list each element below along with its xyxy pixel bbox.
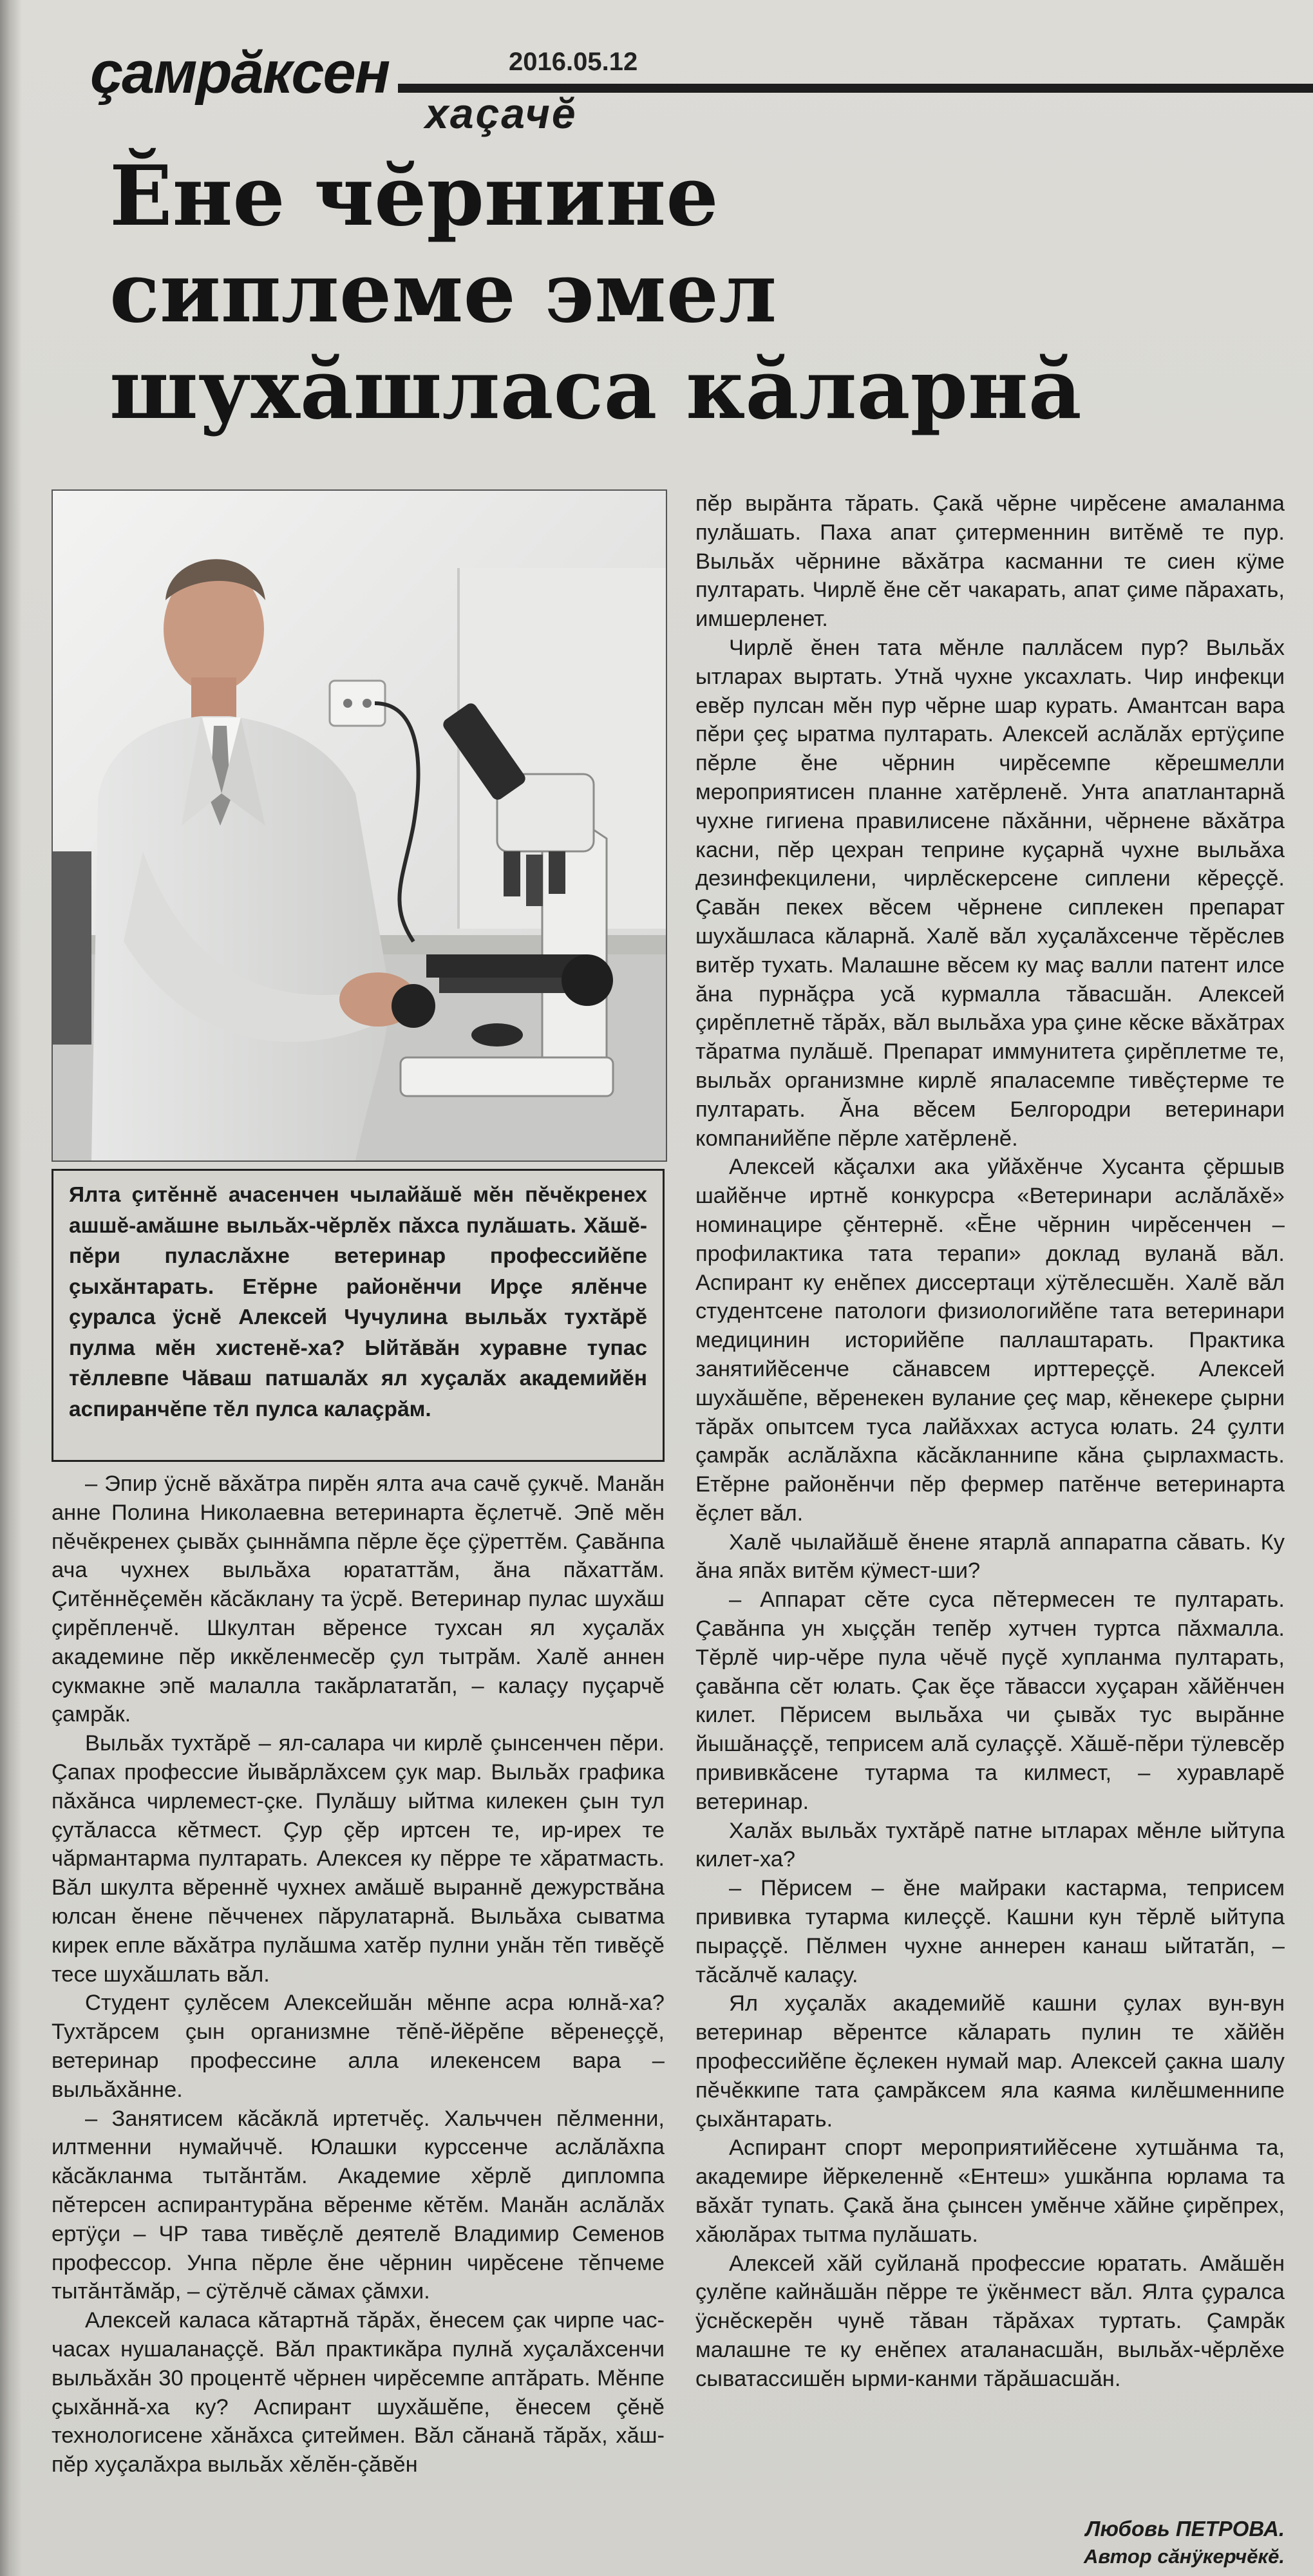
paragraph: Чирлĕ ĕнен тата мĕнле паллăсем пур? Выльăх ытларах выртать. Утнă чухне уксахлать. Чир инфекци евĕр пулсан мĕн пур чĕрне шар курать. Амантсан вара пĕри çеç ыратма пултарать. Алексей аслăлăх ертÿçипе пĕрле ĕне чĕрнин чирĕсемпе кĕрешмелли мероприятисен планне хатĕрленĕ. Унта апатлантарнă чухне гигиена правилисене пăхăнни, чĕрнене вăхăтра касни, пĕр цехран теприне куçарнă чухне выльăха дезинфекцилени, чирлĕскерсене сиплени кĕреççĕ. Çавăн пекех вĕсем чĕрнене сиплекен препарат шухăшласа кăларнă. Халĕ вăл хуçалăхсенче тĕрĕслев витĕр тухать. Малашне вĕсем ку маç валли патент илсе ăна пурнăçра усă курмалла тăвасшăн. Алексей çирĕплетнĕ тăрăх, вăл выльăха ура çине кĕске вăхăтрах тăратма пулăшĕ. Препарат иммунитета çирĕплетме те, выльăх организмне кирлĕ япаласемпе тивĕçтерме те пултарать. Ăна вĕсем Белгородри ветеринари компанийĕпе пĕрле хатĕрленĕ.: [695, 635, 1285, 1151]
lead-box: [52, 1169, 665, 1462]
headline-line-1: Ĕне чĕрнине: [109, 148, 719, 245]
paragraph: Ял хуçалăх академийĕ кашни çулах вун-вун ветеринар вĕрентсе кăларать пулин те хăйĕн профессийĕпе ĕçлекен нумай мар. Алексей çакна шалу пĕчĕккипе тата çамрăксем яла каяма килĕшменнипе çыхăнтарать.: [695, 1991, 1285, 2132]
photo-credit: Автор сăнÿкерчĕкĕ.: [1083, 2545, 1285, 2568]
article-photo: [52, 489, 667, 1162]
article-column-left: [52, 1470, 665, 2479]
paragraph: – Занятисем кăсăклă иртетчĕç. Хальччен пĕлменни, илтменни нумайччĕ. Юлашки курссенче аслăлăхпа кăсăкланма тытăнтăм. Академие хĕрлĕ дипломпа пĕтерсен аспирантурăна вĕренме кĕтĕм. Манăн аслăлăх ертÿçи – ЧР тава тивĕçлĕ деятелĕ Владимир Семенов профессор. Унпа пĕрле ĕне чĕрнин чирĕсене тĕпчеме тытăнтăмăр, – сÿтĕлчĕ сăмах çăмхи.: [52, 2106, 665, 2304]
paragraph: Халĕ чылайăшĕ ĕнене ятарлă аппаратпа сăвать. Ку ăна япăх витĕм кÿмест-ши?: [695, 1530, 1285, 1584]
issue-date: 2016.05.12: [509, 48, 638, 76]
lead-paragraph: Ялта çитĕннĕ ачасенчен чылайăшĕ мĕн пĕчĕкренех ашшĕ-амăшне выльăх-чĕрлĕх пăхса пулăшать. Хăшĕ-пĕри пуласлăхне ветеринар профессийĕпе çыхăнтарать. Етĕрне районĕнчи Ирçе ялĕнче çуралса ÿснĕ Алексей Чучулина выльăх тухтăрĕ пулма мĕн хистенĕ-ха? Ыйтăвăн хуравне тупас тĕллевпе Чăваш патшалăх ял хуçалăх академийĕн аспиранчĕпе тĕл пулса калаçрăм.: [69, 1183, 647, 1421]
paragraph: – Эпир ÿснĕ вăхăтра пирĕн ялта ача сачĕ çукчĕ. Манăн анне Полина Николаевна ветеринарта ĕçлетчĕ. Эпĕ мĕн пĕчĕкренех çывăх çыннăмпа пĕрле ĕçе çÿреттĕм. Çавăнпа ача чухнех выльăха юрататтăм, ăна пăхаттăм. Çитĕннĕçемĕн кăсăклану та ÿсрĕ. Ветеринар пулас шухăш çирĕпленчĕ. Шкултан вĕренсе тухсан ял хуçалăх академине пĕр иккĕленмесĕр çул тытрăм. Халĕ аннен сукмакне эпĕ малалла такăрлататăп, – калаçу пуçарчĕ çамрăк.: [52, 1472, 665, 1727]
paragraph: Алексей кăçалхи ака уйăхĕнче Хусанта çĕршыв шайĕнче иртнĕ конкурсра «Ветеринари аслăлăхĕ» номинацире çĕнтернĕ. «Ĕне чĕрнин чирĕсенчен – профилактика тата терапи» доклад вуланă вăл. Аспирант ку енĕпех диссертаци хÿтĕлесшĕн. Халĕ вăл студентсене патологи физиологийĕпе тата ветеринари медицинин историйĕпе паллаштарать. Практика занятийĕсенче сăнавсем ирттереççĕ. Алексей шухăшĕпе, вĕренекен вулание çеç мар, кĕнекере çырни тăрăх опытсем туса лайăххах астуса юлать. 24 çулти çамрăк аслăлăхпа кăсăкланнипе кăна çырлахмасть. Етĕрне районĕнчи пĕр фермер патĕнче ветеринарта ĕçлет вăл.: [695, 1155, 1285, 1526]
paragraph: Выльăх тухтăрĕ – ял-салара чи кирлĕ çынсенчен пĕри. Çапах профессие йывăрлăхсем çук мар. Выльăх графика пăхăнса чирлемест-çке. Пулăшу ыйтма килекен çын тул çутăласса кĕтмест. Çур çĕр иртсен те, ир-ирех те чăрмантарма пултарать. Алексея ку пĕрре те хăратмасть. Вăл шкулта вĕреннĕ чухнех амăшĕ выраннĕ дежурствăна юлсан ĕнене пĕчченех пăрулатарнă. Выльăха сыватма кирек епле вăхăтра пулăшма хатĕр пулни унăн тĕп тивĕçĕ тесе шухăшлать вăл.: [52, 1731, 665, 1987]
photo-illustration: [53, 491, 666, 1160]
author-name: Любовь ПЕТРОВА.: [1085, 2517, 1285, 2541]
paragraph: Халăх выльăх тухтăрĕ патне ытларах мĕнле ыйтупа килет-ха?: [695, 1818, 1285, 1872]
paragraph: Аспирант спорт мероприятийĕсене хутшăнма та, академире йĕркеленнĕ «Ентеш» ушкăнпа юрлама та вăхăт тупать. Çакă ăна çынсен умĕнче хăйне çирĕпрех, хăюлăрах тытма пулăшать.: [695, 2136, 1285, 2247]
paragraph: – Пĕрисем – ĕне майраки кастарма, теприсем прививка тутарма килеççĕ. Кашни кун тĕрлĕ ыйтупа пыраççĕ. Пĕлмен чухне аннерен канаш ыйтатăп, – тăсăлчĕ калаçу.: [695, 1876, 1285, 1987]
headline-line-2: сиплеме эмел: [109, 245, 777, 341]
rubric-title: çамрăксен: [90, 40, 390, 106]
paragraph: Алексей каласа кăтартнă тăрăх, ĕнесем çак чирпе час-часах нушаланаççĕ. Вăл практикăра пулнă хуçалăхсенчи выльăхăн 30 процентĕ чĕрнен чирĕсемпе аптăрать. Мĕнпе çыхăннă-ха ку? Аспирант шухăшĕпе, ĕнесем çĕнĕ технологисене хăнăхса çитеймен. Вăл сăнанă тăрăх, хăш-пĕр хуçалăхра выльăх хĕлĕн-çăвĕн: [52, 2308, 665, 2477]
paragraph: – Аппарат сĕте суса пĕтермесен те пултарать. Çавăнпа ун хыççăн тепĕр хутчен туртса пăхмалла. Тĕрлĕ чир-чĕре пула чĕчĕ пуçĕ хупланма пултарать, çавăнпа сĕт юлать. Çак ĕçе тăвасси хуçаран хăйĕнчен килет. Пĕрисем выльăха чи çывăх тус вырăнне йышăнаççĕ, теприсем алă сулаççĕ. Хăшĕ-пĕри тÿлевсĕр прививкăсене тутарма та килмест, – хуравларĕ ветеринар.: [695, 1587, 1285, 1814]
paragraph: пĕр вырăнта тăрать. Çакă чĕрне чирĕсене амаланма пулăшать. Паха апат çитерменнин витĕмĕ те пур. Выльăх чĕрнине вăхăтра касманни те сиен кÿме пултарать. Чирлĕ ĕне сĕт чакарать, апат çиме пăрахать, имшерленет.: [695, 491, 1285, 632]
headline-line-3: шухăшласа кăларнă: [109, 341, 1082, 438]
article-headline: [109, 148, 1281, 438]
rubric-subtitle: хаçачĕ: [425, 90, 578, 137]
article-column-right: [695, 489, 1285, 2394]
paragraph: Алексей хăй суйланă профессие юратать. Амăшĕн çулĕпе кайнăшăн пĕрре те ÿкĕнмест вăл. Ялта çуралса ÿснĕскерĕн чунĕ тăван тăрăхах туртать. Çамрăк малашне те ку енĕпех аталанасшăн, выльăх-чĕрлĕхе сыватассишĕн ырми-канми тăрăшасшăн.: [695, 2251, 1285, 2391]
page-edge-shadow: [0, 0, 22, 2576]
byline: [1084, 2515, 1285, 2570]
section-masthead: [90, 39, 1313, 135]
paragraph: Студент çулĕсем Алексейшăн мĕнпе асра юлнă-ха? Тухтăрсем çын организмне тĕпĕ-йĕрĕпе вĕренеççĕ, ветеринар профессине алла илекенсем вара – выльăхăнне.: [52, 1991, 665, 2102]
